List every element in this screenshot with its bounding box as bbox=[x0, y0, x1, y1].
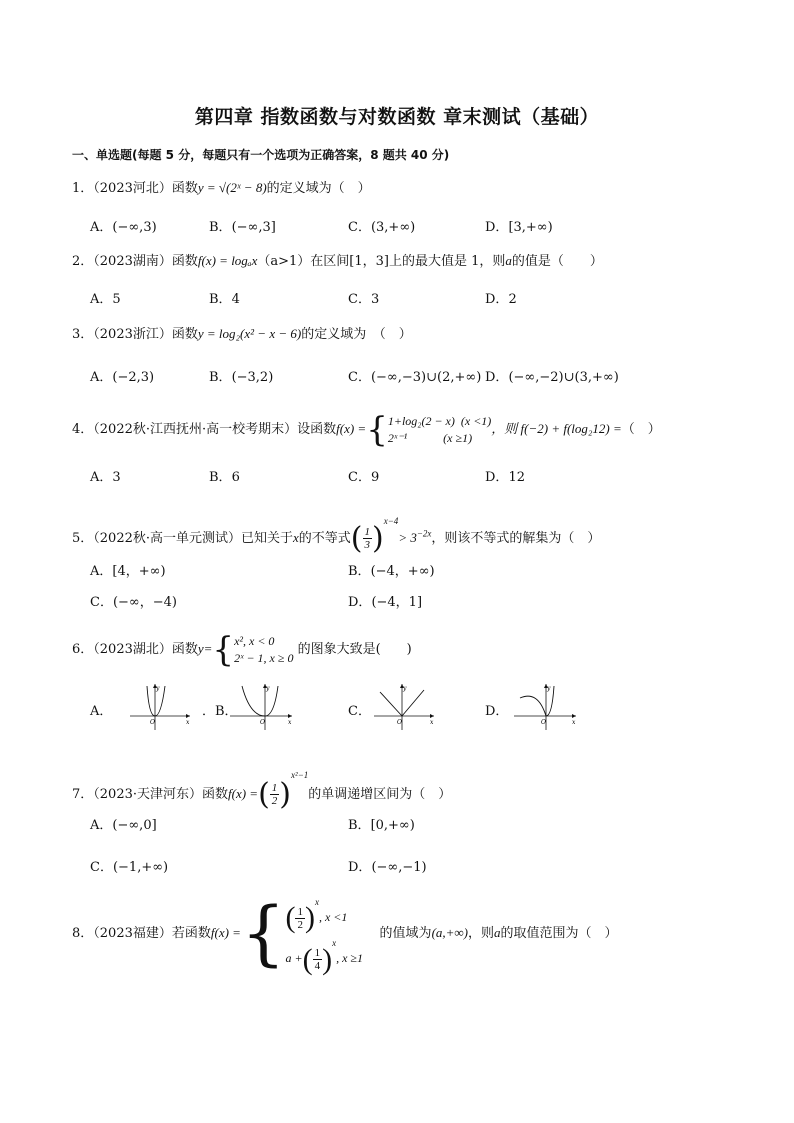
svg-text:x: x bbox=[430, 719, 434, 726]
section-heading: 一、单选题(每题 5 分，每题只有一个选项为正确答案，8 题共 40 分) bbox=[72, 148, 450, 162]
option-c[interactable]: C．(3,+∞) bbox=[348, 220, 416, 235]
svg-text:x: x bbox=[572, 719, 576, 726]
svg-text:O: O bbox=[260, 719, 265, 726]
axis-x-label: x bbox=[186, 719, 190, 726]
question-3: 3．（2023浙江）函数y = log₂(x² − x − 6)的定义域为 （ ） bbox=[72, 326, 412, 342]
question-tail: 的定义域为（ ） bbox=[266, 181, 371, 196]
graph-d[interactable] bbox=[512, 682, 582, 732]
fraction: $\frac{1}{2}$ bbox=[271, 782, 278, 807]
option-a[interactable]: A．3 bbox=[90, 470, 121, 485]
graph-a[interactable] bbox=[128, 682, 198, 732]
question-7: 7．（2023·天津河东）函数f(x) =( $\frac{1}{2}$ )$^{x^2-1}$的单调递增区间为（ ） bbox=[72, 770, 452, 812]
svg-text:y: y bbox=[403, 685, 407, 692]
graph-c[interactable] bbox=[372, 682, 442, 732]
option-a[interactable]: A．(−2,3) bbox=[90, 370, 155, 385]
option-d[interactable]: D．[3,+∞) bbox=[485, 220, 553, 235]
math-expression: y = log₂(x² − x − 6) bbox=[197, 326, 302, 341]
question-source: （2023河北）函数 bbox=[93, 181, 198, 196]
option-b[interactable]: B．(−3,2) bbox=[209, 370, 274, 385]
option-d[interactable]: D．(−∞,−2)∪(3,+∞) bbox=[485, 370, 619, 385]
math-expression: f(x) = logₐx bbox=[197, 253, 258, 268]
option-b[interactable]: B．(−4，+∞) bbox=[348, 564, 435, 579]
graph-b[interactable] bbox=[228, 682, 298, 732]
question-1 bbox=[72, 178, 371, 199]
svg-text:y: y bbox=[266, 685, 270, 692]
option-c[interactable]: C．(−∞,−3)∪(2,+∞) bbox=[348, 370, 482, 385]
math-expression: y = √(2ˣ − 8) bbox=[197, 180, 267, 195]
question-6: 6．（2023湖北）函数y={x², x < 0 2ˣ − 1, x ≥ 0 的图象大致是( ) bbox=[72, 629, 412, 670]
option-c[interactable]: C．3 bbox=[348, 292, 380, 307]
svg-text:O: O bbox=[397, 719, 402, 726]
svg-text:y: y bbox=[547, 685, 551, 692]
option-a[interactable]: A．5 bbox=[90, 292, 121, 307]
svg-text:O: O bbox=[541, 719, 546, 726]
option-b[interactable]: B．[0,+∞) bbox=[348, 818, 415, 833]
option-b[interactable]: B．4 bbox=[209, 292, 240, 307]
question-8: 8．（2023福建）若函数f(x) ={( $\frac{1}{2}$ )$^x$, x <1 a +( $\frac{1}{4}$ )$^x$, x ≥1 的值域为(a,+∞)，则a的取值范围为（ ） bbox=[72, 892, 618, 976]
option-d[interactable]: D．2 bbox=[485, 292, 517, 307]
option-c[interactable]: C．(−∞，−4) bbox=[90, 595, 177, 610]
question-4: 4．（2022秋·江西抚州·高一校考期末）设函数f(x) ={1+log₂(2 − x) (x <1) 2ˣ⁻¹ (x ≥1)，则 f(−2) + f(log₂12) =（ ） bbox=[72, 409, 661, 450]
option-c[interactable]: C． bbox=[348, 704, 371, 719]
question-number: 1． bbox=[72, 181, 94, 196]
option-a[interactable]: A．[4，+∞) bbox=[90, 564, 166, 579]
axis-y-label: y bbox=[156, 685, 160, 692]
option-c[interactable]: C．9 bbox=[348, 470, 380, 485]
option-a[interactable]: A． bbox=[90, 704, 113, 719]
fraction: $\frac{1}{3}$ bbox=[364, 526, 371, 551]
option-c[interactable]: C．(−1,+∞) bbox=[90, 860, 169, 875]
option-d[interactable]: D．12 bbox=[485, 470, 525, 485]
option-d[interactable]: D．(−∞,−1) bbox=[348, 860, 427, 875]
origin-label: O bbox=[150, 719, 155, 726]
option-b[interactable]: B．6 bbox=[209, 470, 240, 485]
page-title: 第四章 指数函数与对数函数 章末测试（基础） bbox=[194, 106, 600, 128]
question-2: 2．（2023湖南）函数f(x) = logₐx（a>1）在区间[1，3]上的最大值是 1，则a的值是（ ） bbox=[72, 253, 603, 269]
option-a[interactable]: A．(−∞,3) bbox=[90, 220, 157, 235]
option-b[interactable]: B．(−∞,3] bbox=[209, 220, 276, 235]
option-d[interactable]: D． bbox=[485, 704, 509, 719]
question-5: 5．（2022秋·高一单元测试）已知关于x的不等式( $\frac{1}{3}$ )$^{x-4}> 3^{-2x}$，则该不等式的解集为（ ） bbox=[72, 516, 601, 556]
option-b[interactable]: ．B． bbox=[202, 704, 238, 719]
svg-text:x: x bbox=[288, 719, 292, 726]
option-a[interactable]: A．(−∞,0] bbox=[90, 818, 157, 833]
option-d[interactable]: D．(−4，1] bbox=[348, 595, 423, 610]
